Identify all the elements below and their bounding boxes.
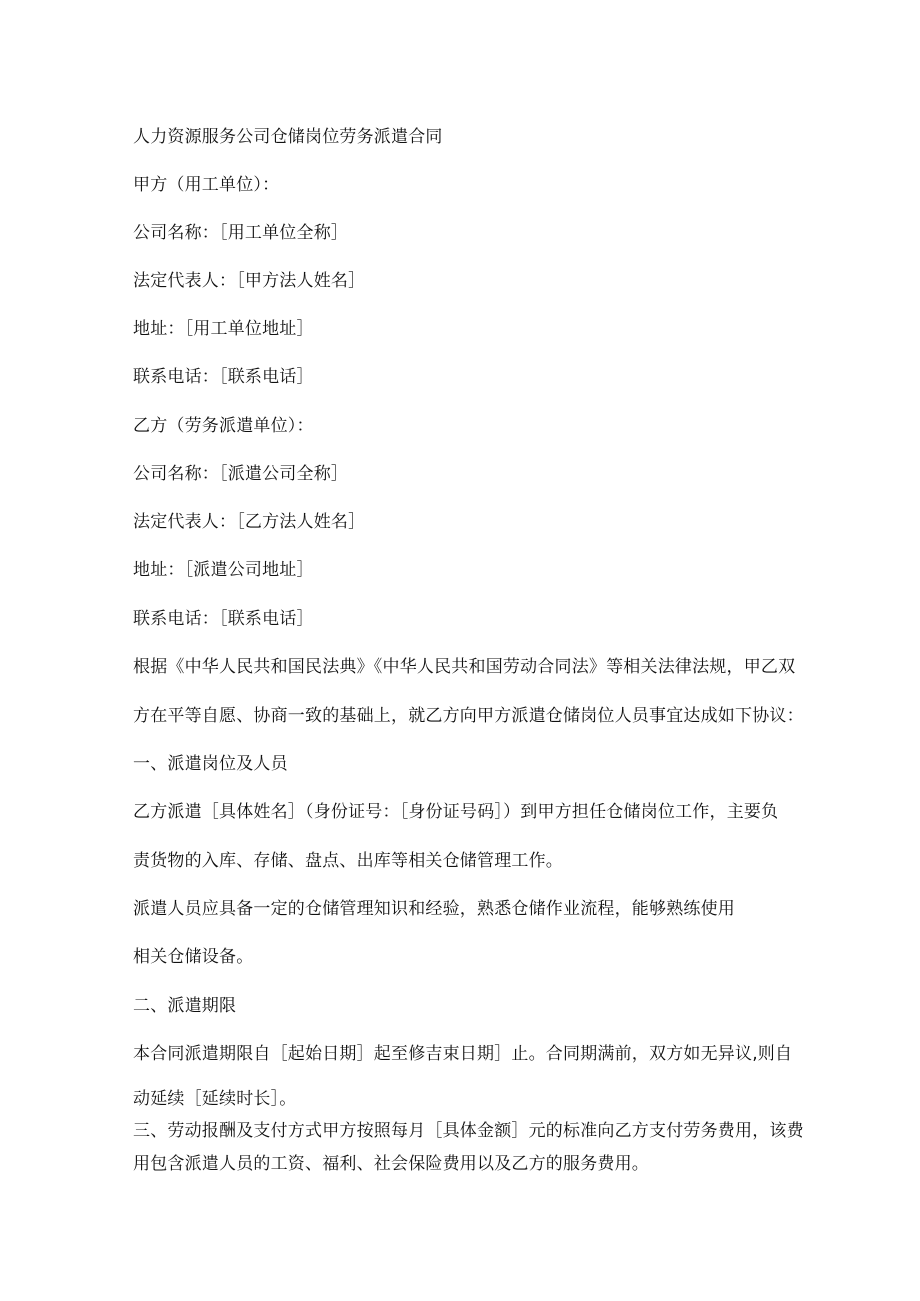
party-b-company: 公司名称：［派遣公司全称］ xyxy=(133,464,349,484)
section-2-para-line-2: 动延续［延续时长］。 xyxy=(133,1089,297,1109)
party-a-address: 地址：［用工单位地址］ xyxy=(133,319,314,339)
party-a-company: 公司名称：［用工单位全称］ xyxy=(133,223,349,243)
section-2-para-line-1: 本合同派遣期限自［起始日期］起至修吉束日期］止。合同期满前，双方如无异议,则自 xyxy=(133,1044,793,1064)
document-title: 人力资源服务公司仓储岗位劳务派遣合同 xyxy=(133,127,443,147)
section-3-para-line-1: 三、劳动报酬及支付方式甲方按照每月［具体金额］元的标准向乙方支付劳务费用，该费 xyxy=(133,1121,804,1141)
section-1-para-1-line-1: 乙方派遣［具体姓名］（身份证号：［身份证号码］）到甲方担任仓储岗位工作，主要负 xyxy=(133,802,779,822)
section-1-para-1-line-2: 责货物的入库、存储、盘点、出库等相关仓储管理工作。 xyxy=(133,851,563,871)
party-a-phone: 联系电话：［联系电话］ xyxy=(133,367,314,387)
section-2-heading: 二、派遣期限 xyxy=(133,996,237,1016)
preamble-line-2: 方在平等自愿、协商一致的基础上，就乙方向甲方派遣仓储岗位人员事宜达成如下协议： xyxy=(133,706,804,726)
section-1-para-2-line-1: 派遣人员应具备一定的仓储管理知识和经验，熟悉仓储作业流程，能够熟练使用 xyxy=(133,899,735,919)
party-b-address: 地址：［派遣公司地址］ xyxy=(133,560,314,580)
party-a-legal-rep: 法定代表人：［甲方法人姓名］ xyxy=(133,271,366,291)
section-3-para-line-2: 用包含派遣人员的工资、福利、社会保险费用以及乙方的服务费用。 xyxy=(133,1154,649,1174)
section-1-heading: 一、派遣岗位及人员 xyxy=(133,754,288,774)
party-b-legal-rep: 法定代表人：［乙方法人姓名］ xyxy=(133,512,366,532)
party-b-phone: 联系电话：［联系电话］ xyxy=(133,609,314,629)
party-b-heading: 乙方（劳务派遣单位）： xyxy=(133,416,314,436)
section-1-para-2-line-2: 相关仓储设备。 xyxy=(133,947,254,967)
preamble-line-1: 根据《中华人民共和国民法典》《中华人民共和国劳动合同法》等相关法律法规，甲乙双 xyxy=(133,657,796,677)
party-a-heading: 甲方（用工单位）： xyxy=(133,175,280,195)
